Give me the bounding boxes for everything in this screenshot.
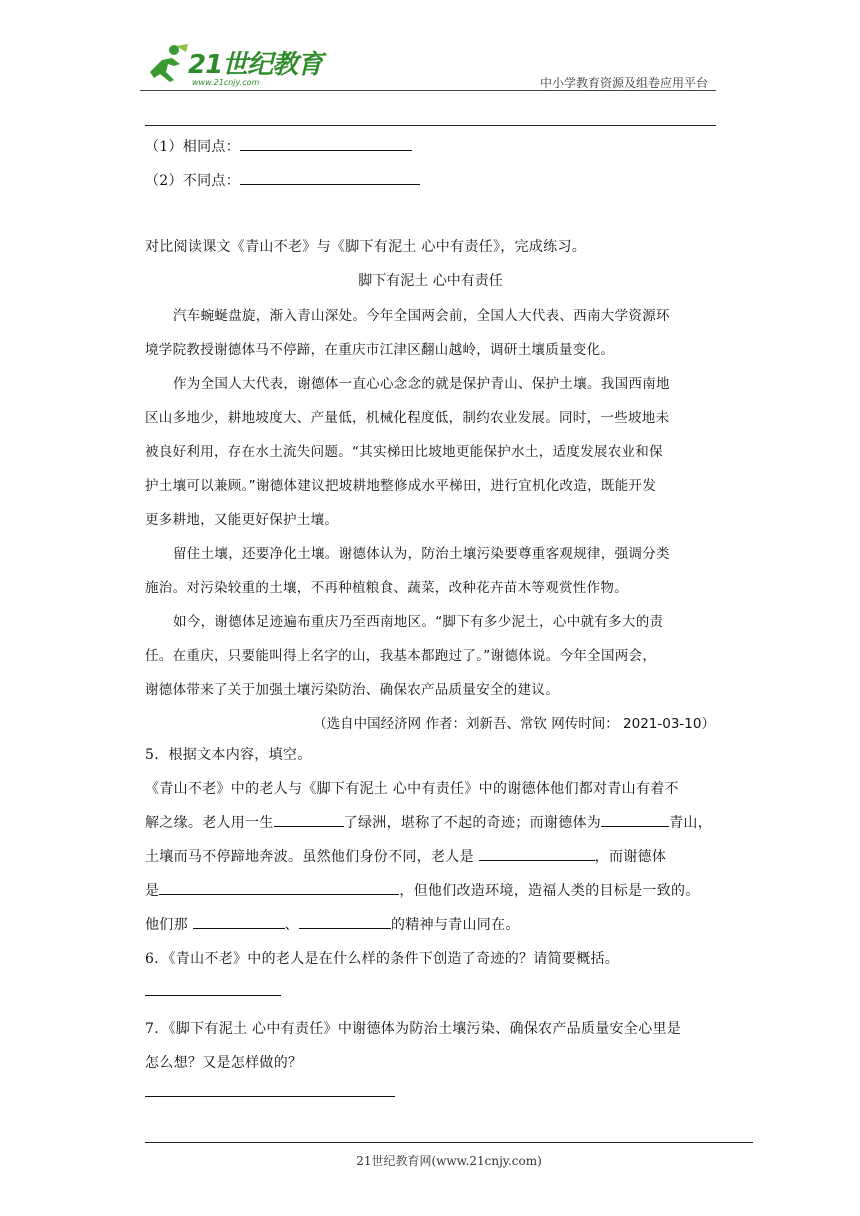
q5-l4b: ，但他们改造环境，造福人类的目标是一致的。 (399, 883, 700, 899)
article-p4c: 谢德体带来了关于加强土壤污染防治、确保农产品质量安全的建议。 (145, 682, 559, 698)
article-p3b: 施治。对污染较重的土壤，不再种植粮食、蔬菜，改种花卉苗木等观赏性作物。 (145, 580, 628, 596)
q5-blank-2[interactable] (601, 812, 669, 827)
q5-l2c: 青山， (669, 815, 713, 831)
article-source: （选自中国经济网 作者：刘新吾、常钦 网传时间： 2021-03-10） (313, 716, 715, 732)
article-p4a: 如今，谢德体足迹遍布重庆乃至西南地区。“脚下有多少泥土，心中就有多大的责 (173, 614, 664, 630)
article-title: 脚下有泥土 心中有责任 (358, 273, 503, 289)
article-p4b: 任。在重庆，只要能叫得上名字的山，我基本都跑过了。”谢德体说。今年全国两会， (145, 648, 657, 664)
q5-l4a: 是 (145, 883, 160, 899)
same-point-text: （1）相同点： (145, 139, 241, 155)
q7-answer-line[interactable] (145, 1096, 395, 1097)
article-p3a: 留住土壤，还要净化土壤。谢德体认为，防治土壤污染要尊重客观规律，强调分类 (173, 546, 670, 562)
diff-point-label (145, 170, 420, 190)
header-rule (145, 125, 716, 126)
q5-blank-3[interactable] (479, 846, 595, 861)
diff-point-blank[interactable] (240, 170, 420, 185)
runner-logo-icon (140, 42, 192, 86)
q5-line2 (145, 812, 712, 832)
article-p2a: 作为全国人大代表，谢德体一直心心念念的就是保护青山、保护土壤。我国西南地 (173, 376, 670, 392)
q5-blank-4[interactable] (159, 880, 399, 895)
header (140, 40, 720, 92)
footer-text: 21世纪教育网(www.21cnjy.com) (356, 1154, 542, 1168)
q5-l5c: 的精神与青山同在。 (390, 917, 520, 933)
q7-line1: 7．《脚下有泥土 心中有责任》中谢德体为防治土壤污染、确保农产品质量安全心里是 (145, 1021, 682, 1037)
q5-line1: 《青山不老》中的老人与《脚下有泥土 心中有责任》中的谢德体他们都对青山有着不 (145, 781, 679, 797)
article-p2b: 区山多地少，耕地坡度大、产量低，机械化程度低，制约农业发展。同时，一些坡地未 (145, 410, 670, 426)
instruction: 对比阅读课文《青山不老》与《脚下有泥土 心中有责任》，完成练习。 (145, 239, 587, 255)
diff-point-text: （2）不同点： (145, 173, 241, 189)
q5-stem: 5．根据文本内容，填空。 (145, 747, 312, 763)
q5-l5a: 他们那 (145, 917, 193, 933)
platform-name: 中小学教育资源及组卷应用平台 (539, 76, 708, 90)
article-p2e: 更多耕地，又能更好保护土壤。 (145, 512, 339, 528)
q5-line3 (145, 846, 666, 866)
q6-answer-line[interactable] (145, 995, 281, 996)
q5-blank-5[interactable] (193, 914, 285, 929)
header-rule-thin (140, 90, 716, 91)
article-p2d: 护土壤可以兼顾。”谢德体建议把坡耕地整修成水平梯田，进行宜机化改造，既能开发 (145, 478, 657, 494)
q5-l3a: 土壤而马不停蹄地奔波。虽然他们身份不同，老人是 (145, 849, 479, 865)
article-p1b: 境学院教授谢德体马不停蹄，在重庆市江津区翻山越岭，调研土壤质量变化。 (145, 342, 615, 358)
q5-l2a: 解之缘。老人用一生 (145, 815, 274, 831)
logo-url: www.21cnjy.com (192, 78, 260, 87)
q5-line4 (145, 880, 700, 900)
logo-text: 21世纪教育 (188, 50, 323, 80)
article-p2c: 被良好利用，存在水土流失问题。“其实梯田比坡地更能保护水土，适度发展农业和保 (145, 444, 663, 460)
footer-rule (145, 1142, 753, 1143)
q6-stem: 6．《青山不老》中的老人是在什么样的条件下创造了奇迹的？请简要概括。 (145, 951, 620, 967)
same-point-blank[interactable] (240, 136, 412, 151)
q5-blank-6[interactable] (299, 914, 391, 929)
article-p1a: 汽车蜿蜒盘旋，渐入青山深处。今年全国两会前，全国人大代表、西南大学资源环 (173, 308, 670, 324)
q5-blank-1[interactable] (274, 812, 344, 827)
same-point-label (145, 136, 412, 156)
q5-l3b: ，而谢德体 (594, 849, 667, 865)
q5-l5b: 、 (284, 917, 299, 933)
q5-line5 (145, 914, 520, 934)
q5-l2b: 了绿洲，堪称了不起的奇迹；而谢德体为 (343, 815, 602, 831)
q7-line2: 怎么想？又是怎样做的？ (145, 1055, 303, 1071)
